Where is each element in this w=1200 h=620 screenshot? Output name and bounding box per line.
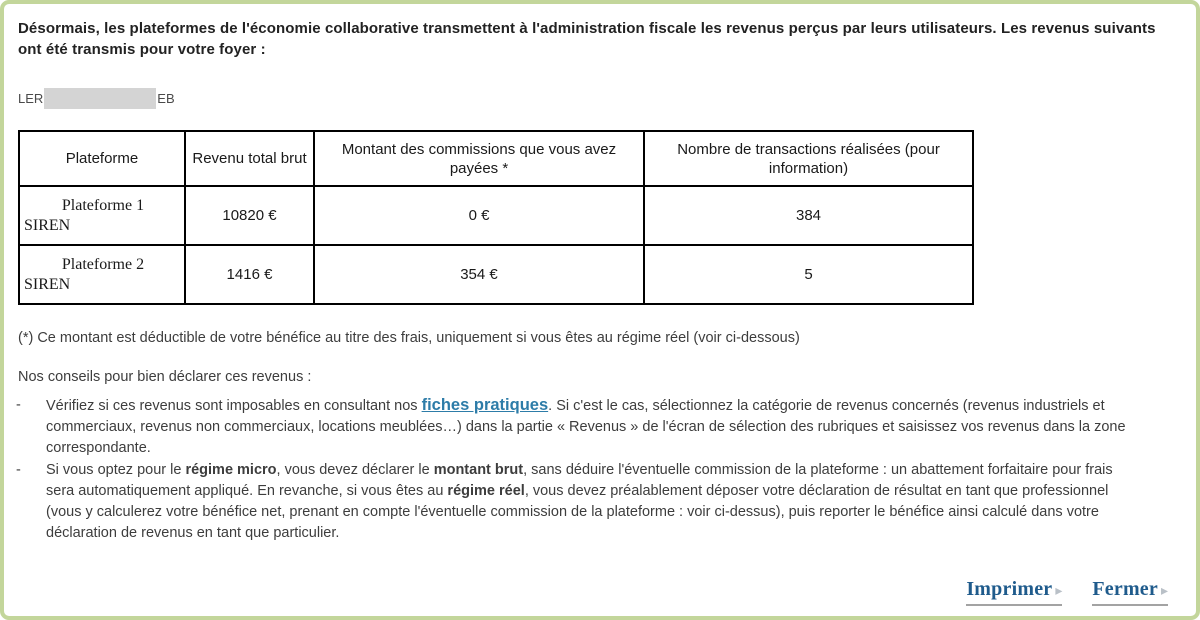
close-button-label: Fermer: [1092, 578, 1158, 600]
advice-intro: Nos conseils pour bien déclarer ces revenus :: [18, 369, 312, 385]
taxpayer-suffix: EB: [157, 90, 175, 106]
fiches-pratiques-link[interactable]: fiches pratiques: [421, 396, 549, 414]
redacted-name-box: [44, 88, 156, 109]
advice-item: [10, 460, 1180, 544]
gross-revenue-value: 10820 €: [185, 186, 314, 245]
commissions-value: 354 €: [314, 245, 644, 304]
header-transactions: Nombre de transactions réalisées (pour information): [644, 131, 973, 186]
advice-text: Si vous optez pour le régime micro, vous devez déclarer le montant brut, sans déduire l'éventuelle commission de la plateforme : un abattement forfaitaire pour frais sera automatiquement appliqué. En revanche, si vous êtes au régime réel, vous devez préalablement déposer votre déclaration de résultat en tant que professionnel (vous y calculerez votre bénéfice net, prenant en compte l'éventuelle commission de la plateforme : voir ci-dessus), puis reporter le bénéfice ainsi calculé dans votre déclaration de revenus en tant que particulier.: [46, 462, 1113, 541]
close-button[interactable]: [1092, 578, 1168, 606]
taxpayer-prefix: LER: [18, 90, 44, 106]
advice-list: [18, 395, 1180, 544]
bullet-dash: -: [16, 397, 21, 413]
arrow-right-icon: ▸: [1160, 582, 1168, 598]
platform-cell: [19, 245, 185, 304]
platform-name: Plateforme 2: [61, 255, 145, 273]
intro-text: Désormais, les plateformes de l'économie collaborative transmettent à l'administration fiscale les revenus perçus par leurs utilisateurs. Les revenus suivants ont été transmis pour votre foyer :: [18, 20, 1156, 58]
header-gross-revenue: Revenu total brut: [185, 131, 314, 186]
print-button[interactable]: [966, 578, 1062, 606]
action-links: [966, 578, 1168, 606]
revenue-table: [18, 130, 974, 305]
gross-revenue-value: 1416 €: [185, 245, 314, 304]
platform-siren: SIREN: [24, 216, 71, 234]
table-header-row: [19, 131, 973, 186]
advice-text: Vérifiez si ces revenus sont imposables en consultant nos fiches pratiques. Si c'est le cas, sélectionnez la catégorie de revenus concernés (revenus industriels et commerciaux, revenus non commerciaux, locations meublées…) dans la partie « Revenus » de l'écran de sélection des rubriques et saisissez vos revenus dans la zone correspondante.: [46, 396, 1126, 456]
bold-text: montant brut: [433, 462, 524, 478]
table-row: [19, 186, 973, 245]
taxpayer-line: [18, 87, 1180, 109]
footnote-text: (*) Ce montant est déductible de votre bénéfice au titre des frais, uniquement si vous êtes au régime réel (voir ci-dessous): [18, 330, 800, 346]
header-platform: Plateforme: [19, 131, 185, 186]
advice-item: [10, 395, 1180, 459]
platform-siren: SIREN: [24, 275, 71, 293]
bold-text: régime micro: [185, 462, 277, 478]
platform-name: Plateforme 1: [61, 196, 145, 214]
transactions-value: 384: [644, 186, 973, 245]
header-commissions: Montant des commissions que vous avez payées *: [314, 131, 644, 186]
print-button-label: Imprimer: [966, 578, 1053, 600]
table-row: [19, 245, 973, 304]
arrow-right-icon: ▸: [1055, 582, 1063, 598]
bold-text: régime réel: [447, 483, 525, 499]
transactions-value: 5: [644, 245, 973, 304]
bullet-dash: -: [16, 462, 21, 478]
commissions-value: 0 €: [314, 186, 644, 245]
platform-cell: [19, 186, 185, 245]
